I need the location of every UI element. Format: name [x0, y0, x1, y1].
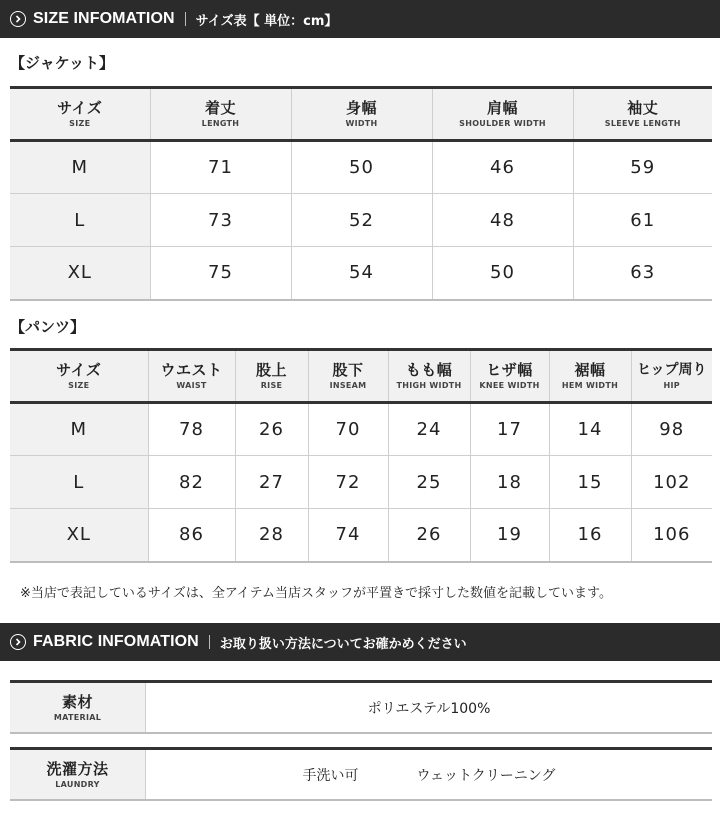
size-cell: XL	[10, 247, 150, 300]
table-cell: 73	[150, 194, 291, 247]
table-row	[10, 141, 712, 194]
table-cell: 74	[308, 509, 388, 562]
table-cell: 25	[388, 456, 470, 509]
size-info-title: SIZE INFOMATION	[33, 10, 175, 27]
size-cell: XL	[10, 509, 148, 562]
table-cell: 98	[631, 403, 712, 456]
table-cell: 18	[470, 456, 549, 509]
material-value: ポリエステル100%	[367, 700, 491, 717]
column-header: 股下 INSEAM	[308, 350, 388, 403]
table-cell: 15	[549, 456, 631, 509]
table-cell: 50	[291, 141, 432, 194]
table-cell: 24	[388, 403, 470, 456]
table-cell: 61	[573, 194, 712, 247]
bar-divider	[185, 12, 186, 26]
fabric-info-title: FABRIC INFOMATION	[33, 633, 199, 650]
column-header: もも幅 THIGH WIDTH	[388, 350, 470, 403]
table-cell: 48	[432, 194, 573, 247]
table-cell: 50	[432, 247, 573, 300]
laundry-wet-cleaning: ウェットクリーニング	[416, 767, 556, 784]
jacket-size-table	[10, 86, 712, 301]
column-header: サイズ SIZE	[10, 350, 148, 403]
column-header: 裾幅 HEM WIDTH	[549, 350, 631, 403]
table-cell: 19	[470, 509, 549, 562]
column-header: 袖丈 SLEEVE LENGTH	[573, 88, 712, 141]
table-cell: 86	[148, 509, 235, 562]
table-cell: 71	[150, 141, 291, 194]
table-cell: 26	[235, 403, 308, 456]
table-cell: 78	[148, 403, 235, 456]
column-header: サイズ SIZE	[10, 88, 150, 141]
column-header: 股上 RISE	[235, 350, 308, 403]
table-row	[10, 403, 712, 456]
table-cell: 102	[631, 456, 712, 509]
column-header: 身幅 WIDTH	[291, 88, 432, 141]
table-row	[10, 509, 712, 562]
table-cell: 70	[308, 403, 388, 456]
laundry-row	[10, 747, 712, 801]
chevron-circle-icon	[10, 11, 26, 27]
table-row	[10, 194, 712, 247]
table-cell: 54	[291, 247, 432, 300]
table-cell: 82	[148, 456, 235, 509]
chevron-circle-icon	[10, 634, 26, 650]
table-cell: 26	[388, 509, 470, 562]
laundry-label: 洗濯方法 LAUNDRY	[10, 750, 146, 799]
table-row	[10, 247, 712, 300]
column-header: ヒップ周り HIP	[631, 350, 712, 403]
pants-size-table	[10, 348, 712, 563]
table-cell: 63	[573, 247, 712, 300]
fabric-info-bar	[0, 623, 720, 661]
table-cell: 52	[291, 194, 432, 247]
table-header-row	[10, 350, 712, 403]
material-label: 素材 MATERIAL	[10, 683, 146, 732]
table-cell: 27	[235, 456, 308, 509]
material-row	[10, 680, 712, 734]
fabric-info-subtitle: お取り扱い方法についてお確かめください	[219, 636, 467, 652]
size-info-subtitle: サイズ表【 単位：cm】	[195, 13, 338, 29]
column-header: 着丈 LENGTH	[150, 88, 291, 141]
table-cell: 16	[549, 509, 631, 562]
measurement-note: ※当店で表記しているサイズは、全アイテム当店スタッフが平置きで採寸した数値を記載しています。	[20, 586, 612, 601]
size-cell: L	[10, 456, 148, 509]
column-header: 肩幅 SHOULDER WIDTH	[432, 88, 573, 141]
laundry-value	[146, 750, 712, 799]
table-cell: 106	[631, 509, 712, 562]
table-cell: 59	[573, 141, 712, 194]
table-cell: 46	[432, 141, 573, 194]
bar-divider	[209, 635, 210, 649]
column-header: ヒザ幅 KNEE WIDTH	[470, 350, 549, 403]
column-header: ウエスト WAIST	[148, 350, 235, 403]
table-row	[10, 456, 712, 509]
jacket-heading: 【ジャケット】	[10, 54, 114, 72]
size-info-bar	[0, 0, 720, 38]
pants-heading: 【パンツ】	[10, 318, 86, 336]
table-cell: 75	[150, 247, 291, 300]
table-header-row	[10, 88, 712, 141]
table-cell: 17	[470, 403, 549, 456]
table-cell: 72	[308, 456, 388, 509]
table-cell: 14	[549, 403, 631, 456]
size-cell: M	[10, 141, 150, 194]
table-cell: 28	[235, 509, 308, 562]
size-cell: M	[10, 403, 148, 456]
size-cell: L	[10, 194, 150, 247]
laundry-hand-wash: 手洗い可	[302, 767, 359, 784]
